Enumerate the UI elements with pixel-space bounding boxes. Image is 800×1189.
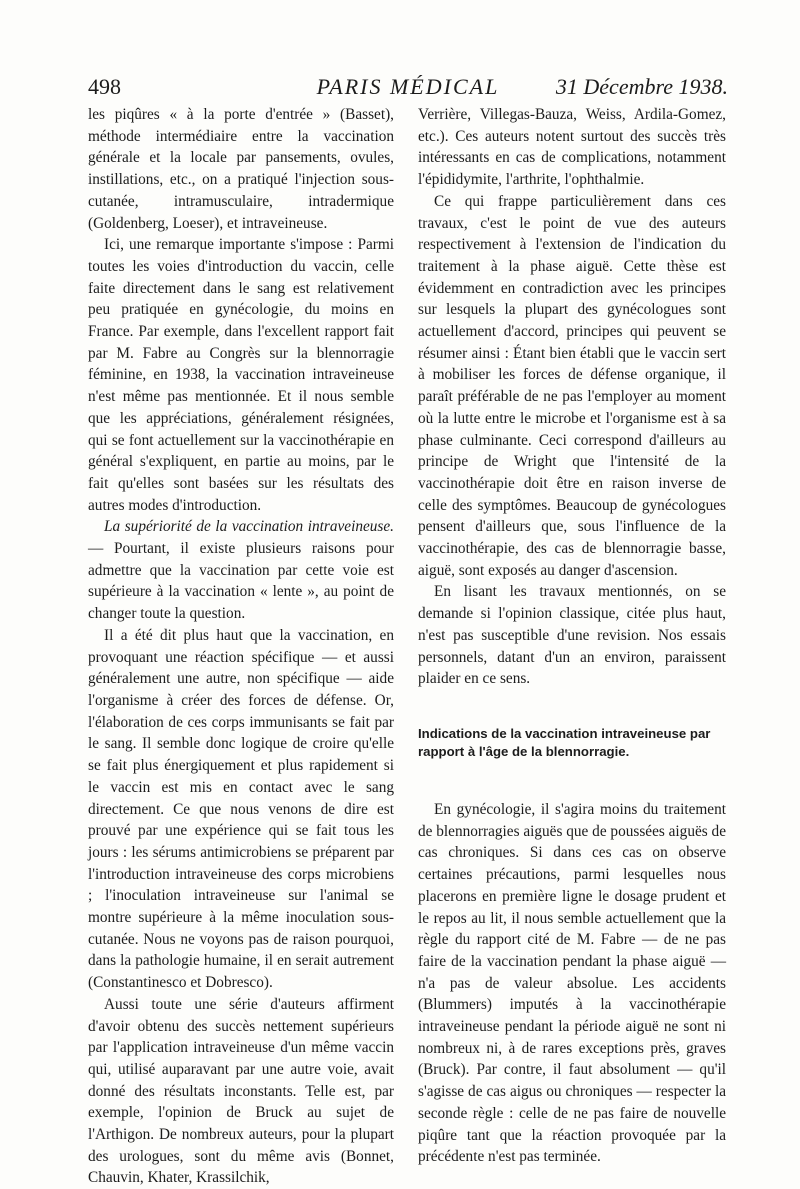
paragraph: Aussi toute une série d'auteurs affirment d'avoir obtenu des succès nettement supérieurs par l'application intraveineuse d'un même vaccin qui, utilisé auparavant par une autre voie, avait donné des résultats inconstants. Telle est, par exemple, l'opinion de Bruck au sujet de l'Arthigon. De nombreux auteurs, pour la plupart des urologues, sont du même avis (Bonnet, Chauvin, Khater, Krassilchik, xyxy=(88,995,394,1187)
page-header xyxy=(88,74,728,104)
journal-title: PARIS MÉDICAL xyxy=(316,74,500,99)
right-column xyxy=(418,104,726,1168)
paragraph: les piqûres « à la porte d'entrée » (Basset), méthode intermédiaire entre la vaccination générale et la locale par pansements, ovules, instillations, etc., on a pratiqué l'injection sous-cutanée, intramusculaire, intradermique (Goldenberg, Loeser), et intraveineuse. xyxy=(88,106,394,232)
paragraph: En gynécologie, il s'agira moins du traitement de blennorragies aiguës que de poussées aiguës de cas chroniques. Si dans ces cas on observe certaines précautions, parmi lesquelles nous placerons en première ligne le dosage prudent et le repos au lit, il nous semble actuellement que la règle du rapport cité de M. Fabre — de ne pas faire de la vaccination pendant la phase aiguë — n'a pas de valeur absolue. Les accidents (Blummers) imputés à la vaccinothérapie intraveineuse pendant la période aiguë ne sont ni nombreux ni, à de rares exceptions près, graves (Bruck). Par contre, il faut absolument — qu'il s'agisse de cas aigus ou chroniques — respecter la seconde règle : celle de ne pas faire de nouvelle piqûre tant que la réaction provoquée par la précédente n'est pas terminée. xyxy=(418,800,726,1166)
paragraph: Ici, une remarque importante s'impose : Parmi toutes les voies d'introduction du vaccin, celle faite directement dans le sang est relativement peu pratiquée en gynécologie, du moins en France. Par exemple, dans l'excellent rapport fait par M. Fabre au Congrès sur la blennorragie féminine, en 1938, la vaccination intraveineuse n'est même pas mentionnée. Et il nous semble que les appréciations, généralement résignées, qui se font actuellement sur la vaccinothérapie en général s'expliquent, en partie au moins, par le fait qu'elles sont basées sur les résultats des autres modes d'introduction. xyxy=(88,236,394,514)
paragraph: Verrière, Villegas-Bauza, Weiss, Ardila-Gomez, etc.). Ces auteurs notent surtout des succès très intéressants en cas de complications, notamment l'épididymite, l'arthrite, l'ophthalmie. xyxy=(418,106,726,189)
paragraph-text: — Pourtant, il existe plusieurs raisons pour admettre que la vaccination par cette voie est supérieure à la vaccination « lente », au point de changer toute la question. xyxy=(88,540,394,623)
section-heading: Indications de la vaccination intraveineuse par rapport à l'âge de la blennorragie. xyxy=(418,725,711,759)
paragraph: Ce qui frappe particulièrement dans ces travaux, c'est le point de vue des auteurs respectivement à l'extension de l'indication du traitement à la phase aiguë. Cette thèse est évidemment en contradiction avec les principes sur lesquels la plupart des gynécologues sont actuellement d'accord, principes qui peuvent se résumer ainsi : Étant bien établi que le vaccin sert à mobiliser les forces de défense organique, il paraît préférable de ne pas l'employer au moment où la lutte entre le microbe et l'organisme est à sa phase culminante. Ceci correspond d'ailleurs au principe de Wright que l'intensité de la vaccinothérapie doit être en raison inverse de celle des symptômes. Beaucoup de gynécologues pensent d'ailleurs que, sous l'influence de la vaccinothérapie, des cas de blennorragie basse, aiguë, sont exposés au danger d'ascension. xyxy=(418,192,726,579)
paragraph-with-subhead xyxy=(88,516,394,625)
run-in-subheading: La supériorité de la vaccination intraveineuse. xyxy=(104,518,394,536)
issue-date: 31 Décembre 1938. xyxy=(555,74,728,99)
page-number: 498 xyxy=(88,74,121,99)
paragraph: Il a été dit plus haut que la vaccination, en provoquant une réaction spécifique — et aussi généralement une autre, non spécifique — aide l'organisme à créer des forces de défense. Or, l'élaboration de ces corps immunisants se fait par le sang. Il semble donc logique de croire qu'elle se fait plus énergiquement et plus rapidement si le vaccin est mis en contact avec le sang directement. Ce que nous venons de dire est prouvé par une expérience qui se fait tous les jours : les sérums antimicrobiens se préparent par l'introduction intraveineuse des corps microbiens ; l'inoculation intraveineuse sur l'animal se montre supérieure à la même inoculation sous-cutanée. Nous ne voyons pas de raison pourquoi, dans la pathologie humaine, il en serait autrement (Constantinesco et Dobresco). xyxy=(88,626,394,992)
left-column xyxy=(88,104,394,1189)
paragraph: En lisant les travaux mentionnés, on se demande si l'opinion classique, citée plus haut, n'est pas susceptible d'une revision. Nos essais personnels, datant d'un an environ, paraissent plaider en ce sens. xyxy=(418,583,726,688)
